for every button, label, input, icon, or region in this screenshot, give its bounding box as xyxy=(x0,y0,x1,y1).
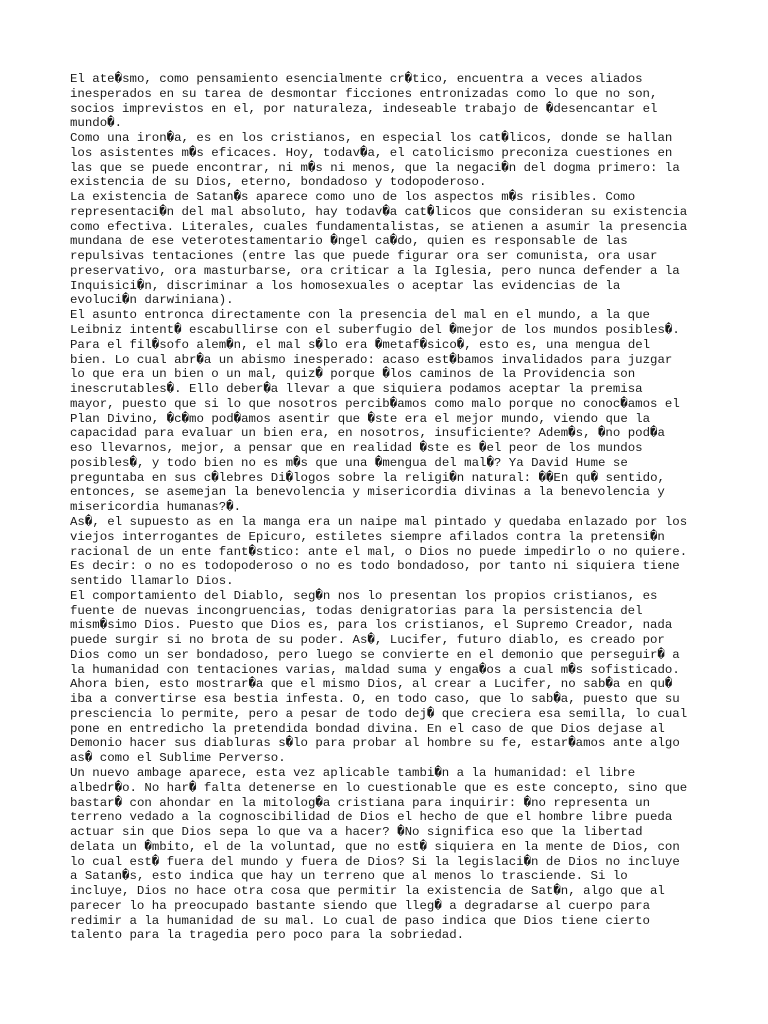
paragraph-atheism-intro: El ate�smo, como pensamiento esencialmente cr�tico, encuentra a veces aliados inesperados en su tarea de desmontar ficciones entronizadas como lo que no son, socios imprevistos en el, por naturaleza, indeseable trabajo de �desencantar el mundo�. xyxy=(70,72,658,131)
document-body xyxy=(70,72,760,943)
paragraph-problem-of-evil: El asunto entronca directamente con la presencia del mal en el mundo, a la que Leibniz intent� escabullirse con el suberfugio del �mejor de los mundos posibles�. Para el fil�sofo alem�n, el mal s�lo era �metaf�sico�, esto es, una mengua del bien. Lo cual abr�a un abismo inesperado: acaso est�bamos invalidados para juzgar lo que era un bien o un mal, quiz� porque �los caminos de la Providencia son inescrutables�. Ello deber�a llevar a que siquiera podamos aceptar la premisa mayor, puesto que si lo que nosotros percib�amos como malo porque no conoc�amos el Plan Divino, �c�mo pod�amos asentir que �ste era el mejor mundo, viendo que la capacidad para evaluar un bien era, en nosotros, insuficiente? Adem�s, �no pod�a eso llevarnos, mejor, a pensar que en realidad �ste es �el peor de los mundos posibles�, y todo bien no es m�s que una �mengua del mal�? Ya David Hume se preguntaba en sus c�lebres Di�logos sobre la religi�n natural: ��En qu� sentido, entonces, se asemejan la benevolencia y misericordia divinas a la benevolencia y misericordia humanas?�. xyxy=(70,308,680,515)
paragraph-satan-existence: La existencia de Satan�s aparece como uno de los aspectos m�s risibles. Como representaci�n del mal absoluto, hay todav�a cat�licos que consideran su existencia como efectiva. Literales, cuales fundamentalistas, se atienen a asumir la presencia mundana de ese veterotestamentario �ngel ca�do, quien es responsable de las repulsivas tentaciones (entre las que puede figurar ora ser comunista, ora usar preservativo, ora masturbarse, ora criticar a la Iglesia, pero nunca defender a la Inquisici�n, discriminar a los homosexuales o aceptar las evidencias de la evoluci�n darwiniana). xyxy=(70,190,688,308)
paragraph-irony-catholics: Como una iron�a, es en los cristianos, en especial los cat�licos, donde se hallan los asistentes m�s eficaces. Hoy, todav�a, el catolicismo preconiza cuestiones en las que se puede encontrar, ni m�s ni menos, que la negaci�n del dogma primero: la existencia de su Dios, eterno, bondadoso y todopoderoso. xyxy=(70,131,680,190)
paragraph-devil-behavior: El comportamiento del Diablo, seg�n nos lo presentan los propios cristianos, es fuente de nuevas incongruencias, todas denigratorias para la persistencia del mism�simo Dios. Puesto que Dios es, para los cristianos, el Supremo Creador, nada puede surgir si no brota de su poder. As�, Lucifer, futuro diablo, es creado por Dios como un ser bondadoso, pero luego se convierte en el demonio que perseguir� a la humanidad con tentaciones varias, maldad suma y enga�os a cual m�s sofisticado. Ahora bien, esto mostrar�a que el mismo Dios, al crear a Lucifer, no sab�a en qu� iba a convertirse esa bestia infesta. O, en todo caso, que lo sab�a, puesto que su presciencia lo permite, pero a pesar de todo dej� que creciera esa semilla, lo cual pone en entredicho la pretendida bondad divina. En el caso de que Dios dejase al Demonio hacer sus diabluras s�lo para probar al hombre su fe, estar�amos ante algo as� como el Sublime Perverso. xyxy=(70,588,688,766)
paragraph-free-will: Un nuevo ambage aparece, esta vez aplicable tambi�n a la humanidad: el libre albedr�o. No har� falta detenerse en lo cuestionable que es este concepto, sino que bastar� con ahondar en la mitolog�a cristiana para inquirir: �no representa un terreno vedado a la cognoscibilidad de Dios el hecho de que el hombre libre pueda actuar sin que Dios sepa lo que va a hacer? �No significa eso que la libertad delata un �mbito, el de la voluntad, que no est� siquiera en la mente de Dios, con lo cual est� fuera del mundo y fuera de Dios? Si la legislaci�n de Dios no incluye a Satan�s, esto indica que hay un terreno que al menos lo trasciende. Si lo incluye, Dios no hace otra cosa que permitir la existencia de Sat�n, algo que al parecer lo ha preocupado bastante siendo que lleg� a degradarse al cuerpo para redimir a la humanidad de su mal. Lo cual de paso indica que Dios tiene cierto talento para la tragedia pero poco para la sobriedad. xyxy=(70,765,688,943)
paragraph-epicurus: As�, el supuesto as en la manga era un naipe mal pintado y quedaba enlazado por los viejos interrogantes de Epicuro, estiletes siempre afilados contra la pretensi�n racional de un ente fant�stico: ante el mal, o Dios no puede impedirlo o no quiere. Es decir: o no es todopoderoso o no es todo bondadoso, por tanto ni siquiera tiene sentido llamarlo Dios. xyxy=(70,514,688,589)
